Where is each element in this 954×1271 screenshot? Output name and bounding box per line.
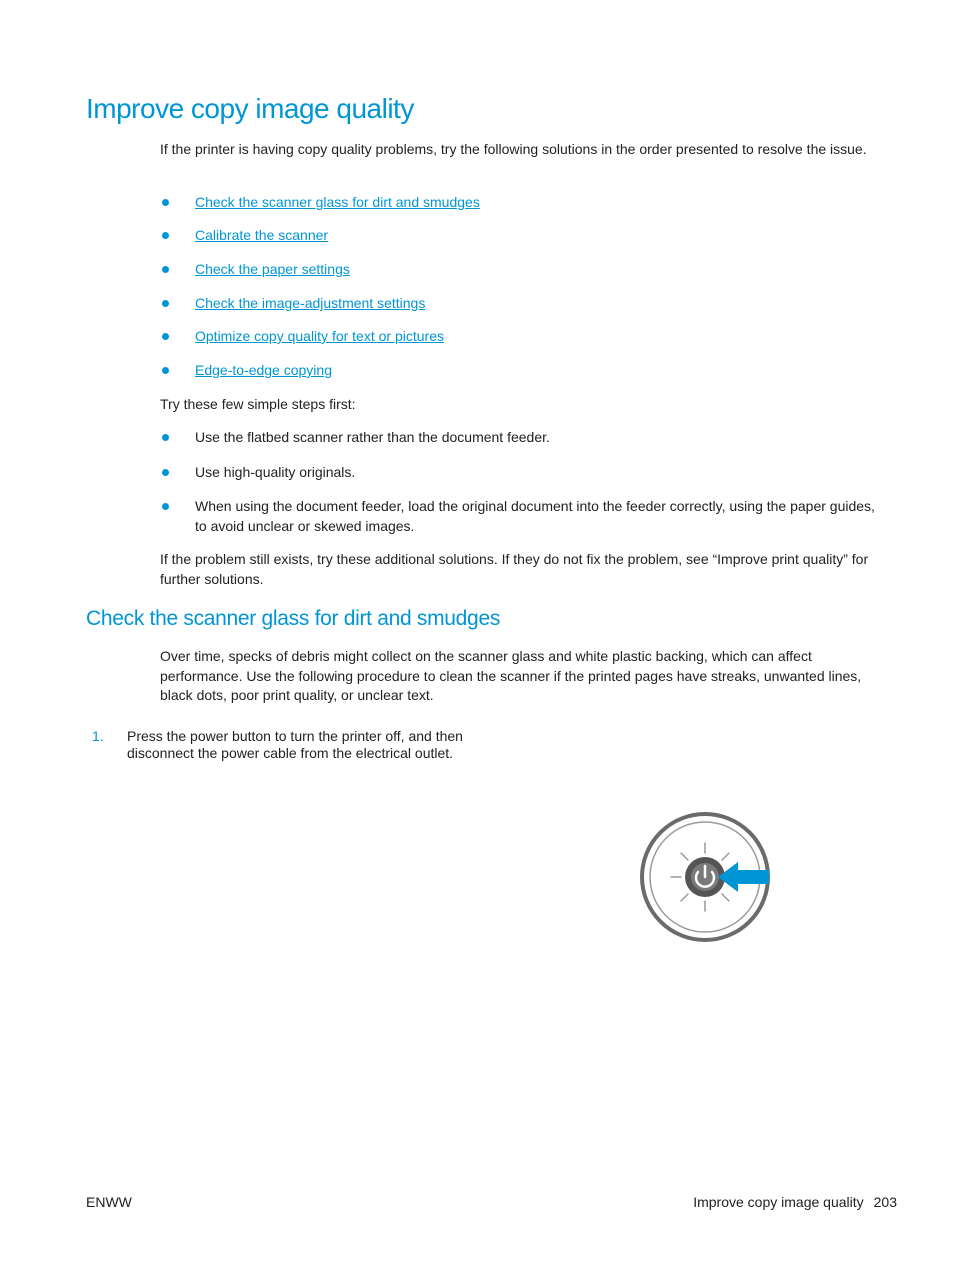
- followup-paragraph: If the problem still exists, try these additional solutions. If they do not fix the problem, see “Improve print quality” for further solutions.: [160, 551, 869, 587]
- link-image-adjustment[interactable]: Check the image-adjustment settings: [195, 295, 426, 311]
- link-check-scanner-glass[interactable]: Check the scanner glass for dirt and smudges: [195, 194, 480, 210]
- bullet-icon: [162, 232, 169, 239]
- page-title: Improve copy image quality: [86, 93, 414, 124]
- link-edge-to-edge[interactable]: Edge-to-edge copying: [195, 362, 332, 378]
- link-calibrate-scanner[interactable]: Calibrate the scanner: [195, 227, 329, 243]
- list-item-text: Use high-quality originals.: [195, 464, 356, 480]
- bullet-icon: [162, 300, 169, 307]
- bullet-icon: [162, 434, 169, 441]
- steps-intro: Try these few simple steps first:: [160, 396, 356, 412]
- list-item-text: When using the document feeder, load the original document into the feeder correctly, using the paper guides, to avoid unclear or skewed images.: [195, 498, 875, 534]
- bullet-icon: [162, 266, 169, 273]
- bullet-icon: [162, 367, 169, 374]
- footer-right: [693, 1194, 897, 1210]
- footer-left: ENWW: [86, 1194, 132, 1210]
- step-number: 1.: [92, 728, 104, 744]
- list-item-text: Use the flatbed scanner rather than the document feeder.: [195, 429, 550, 445]
- bullet-icon: [162, 503, 169, 510]
- link-optimize-copy-quality[interactable]: Optimize copy quality for text or pictures: [195, 328, 444, 344]
- power-button-icon: [638, 810, 772, 944]
- bullet-icon: [162, 333, 169, 340]
- section-body: Over time, specks of debris might collect on the scanner glass and white plastic backing, which can affect performance. Use the following procedure to clean the scanner if the printed pages have streaks, unwanted lines, black dots, poor print quality, or unclear text.: [160, 648, 862, 703]
- intro-paragraph: If the printer is having copy quality problems, try the following solutions in the order presented to resolve the issue.: [160, 141, 867, 157]
- section-heading: Check the scanner glass for dirt and smudges: [86, 607, 501, 630]
- bullet-icon: [162, 199, 169, 206]
- page-number: 203: [873, 1194, 897, 1210]
- step-text: Press the power button to turn the printer off, and then disconnect the power cable from the electrical outlet.: [127, 728, 463, 761]
- link-paper-settings[interactable]: Check the paper settings: [195, 261, 350, 277]
- footer-title: Improve copy image quality: [693, 1194, 864, 1210]
- bullet-icon: [162, 469, 169, 476]
